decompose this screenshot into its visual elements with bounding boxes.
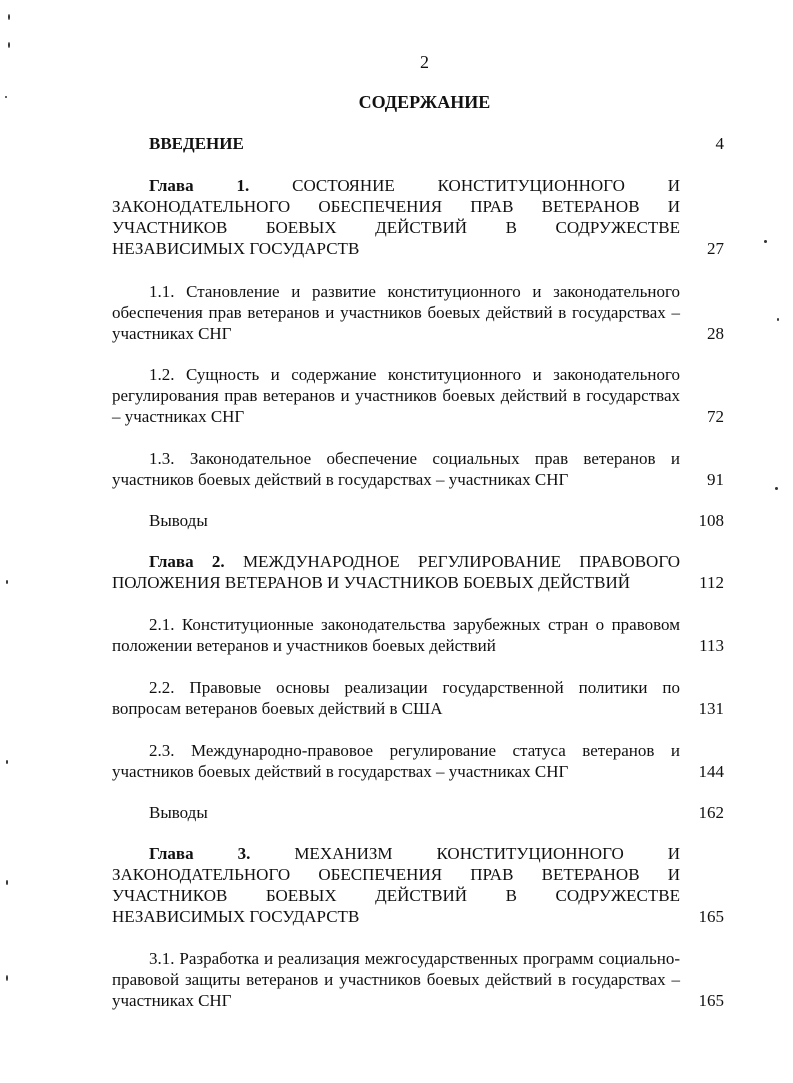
chapter-line-1 — [112, 843, 680, 864]
toc-entry-label: ВВЕДЕНИЕ — [149, 134, 244, 153]
chapter-line-2: ЗАКОНОДАТЕЛЬНОГО ОБЕСПЕЧЕНИЯ ПРАВ ВЕТЕРАНОВ И — [112, 865, 680, 884]
toc-entry-intro[interactable] — [112, 133, 724, 154]
scan-speck — [5, 96, 7, 98]
chapter-line-1 — [112, 175, 680, 196]
scan-speck — [777, 318, 779, 321]
chapter-title-part: МЕЖДУНАРОДНОЕ РЕГУЛИРОВАНИЕ ПРАВОВОГО — [242, 552, 681, 571]
toc-entry-label: Выводы — [149, 511, 208, 530]
chapter-title-part: СОСТОЯНИЕ КОНСТИТУЦИОННОГО И — [292, 176, 681, 195]
chapter-line-2: ПОЛОЖЕНИЯ ВЕТЕРАНОВ И УЧАСТНИКОВ БОЕВЫХ ДЕЙСТВИЙ — [112, 573, 631, 592]
toc-entry-conclusions-1[interactable] — [112, 510, 724, 531]
scan-speck — [8, 42, 10, 48]
toc-entry-page: 28 — [707, 324, 724, 343]
toc-entry-page: 27 — [707, 239, 724, 258]
toc-entry-label: 2.2. Правовые основы реализации государственной политики по вопросам ветеранов боевых действий в США — [112, 678, 680, 718]
chapter-line-4: НЕЗАВИСИМЫХ ГОСУДАРСТВ — [112, 907, 360, 926]
chapter-line-2: ЗАКОНОДАТЕЛЬНОГО ОБЕСПЕЧЕНИЯ ПРАВ ВЕТЕРАНОВ И — [112, 197, 680, 216]
toc-entry-chapter-2[interactable] — [112, 551, 724, 593]
toc-entry-page: 144 — [698, 762, 724, 781]
toc-entry-2-1[interactable] — [112, 614, 724, 656]
toc-entry-page: 113 — [699, 636, 724, 655]
toc-entry-page: 108 — [698, 511, 724, 530]
chapter-prefix: Глава 1. — [149, 176, 250, 195]
scan-speck — [6, 580, 8, 584]
toc-entry-label: Выводы — [149, 803, 208, 822]
scan-speck — [6, 975, 8, 981]
scan-speck — [764, 240, 767, 243]
toc-entry-page: 165 — [698, 991, 724, 1010]
toc-entry-label: 1.1. Становление и развитие конституционного и законодательного обеспечения прав ветеранов и участников боевых действий в государствах – участниках СНГ — [112, 282, 680, 343]
chapter-line-4: НЕЗАВИСИМЫХ ГОСУДАРСТВ — [112, 239, 360, 258]
toc-entry-page: 162 — [698, 803, 724, 822]
page-number: 2 — [420, 52, 429, 72]
toc-entry-label: 3.1. Разработка и реализация межгосударственных программ социально-правовой защиты ветеранов и участников боевых действий в государствах – участниках СНГ — [112, 949, 680, 1010]
toc-entry-page: 4 — [715, 134, 724, 153]
scan-speck — [8, 14, 10, 20]
scan-speck — [6, 760, 8, 764]
toc-entry-label: 2.3. Международно-правовое регулирование статуса ветеранов и участников боевых действий в государствах – участниках СНГ — [112, 741, 680, 781]
toc-entry-1-1[interactable] — [112, 281, 724, 344]
chapter-line-1 — [112, 551, 680, 572]
chapter-line-3: УЧАСТНИКОВ БОЕВЫХ ДЕЙСТВИЙ В СОДРУЖЕСТВЕ — [112, 886, 680, 905]
toc-entry-3-1[interactable] — [112, 948, 724, 1011]
chapter-line-3: УЧАСТНИКОВ БОЕВЫХ ДЕЙСТВИЙ В СОДРУЖЕСТВЕ — [112, 218, 680, 237]
toc-entry-conclusions-2[interactable] — [112, 802, 724, 823]
toc-entry-page: 91 — [707, 470, 724, 489]
toc-entry-label: 1.3. Законодательное обеспечение социальных прав ветеранов и участников боевых действий в государствах – участниках СНГ — [112, 449, 680, 489]
toc-entry-page: 165 — [698, 907, 724, 926]
toc-entry-2-2[interactable] — [112, 677, 724, 719]
toc-entry-label: 2.1. Конституционные законодательства зарубежных стран о правовом положении ветеранов и участников боевых действий — [112, 615, 680, 655]
scan-speck — [6, 880, 8, 885]
scan-speck — [775, 487, 778, 490]
page-title: СОДЕРЖАНИЕ — [358, 92, 491, 112]
toc-entry-page: 112 — [699, 573, 724, 592]
toc-entry-page: 72 — [707, 407, 724, 426]
chapter-prefix: Глава 3. — [149, 844, 251, 863]
toc-entry-chapter-1[interactable] — [112, 175, 724, 259]
toc-entry-1-2[interactable] — [112, 364, 724, 427]
toc-entry-2-3[interactable] — [112, 740, 724, 782]
toc-entry-label: 1.2. Сущность и содержание конституционного и законодательного регулирования прав ветеранов и участников боевых действий в государствах – участниках СНГ — [112, 365, 680, 426]
chapter-title-part: МЕХАНИЗМ КОНСТИТУЦИОННОГО И — [294, 844, 680, 863]
toc-entry-chapter-3[interactable] — [112, 843, 724, 927]
toc-entry-1-3[interactable] — [112, 448, 724, 490]
toc-entry-page: 131 — [698, 699, 724, 718]
chapter-prefix: Глава 2. — [149, 552, 225, 571]
